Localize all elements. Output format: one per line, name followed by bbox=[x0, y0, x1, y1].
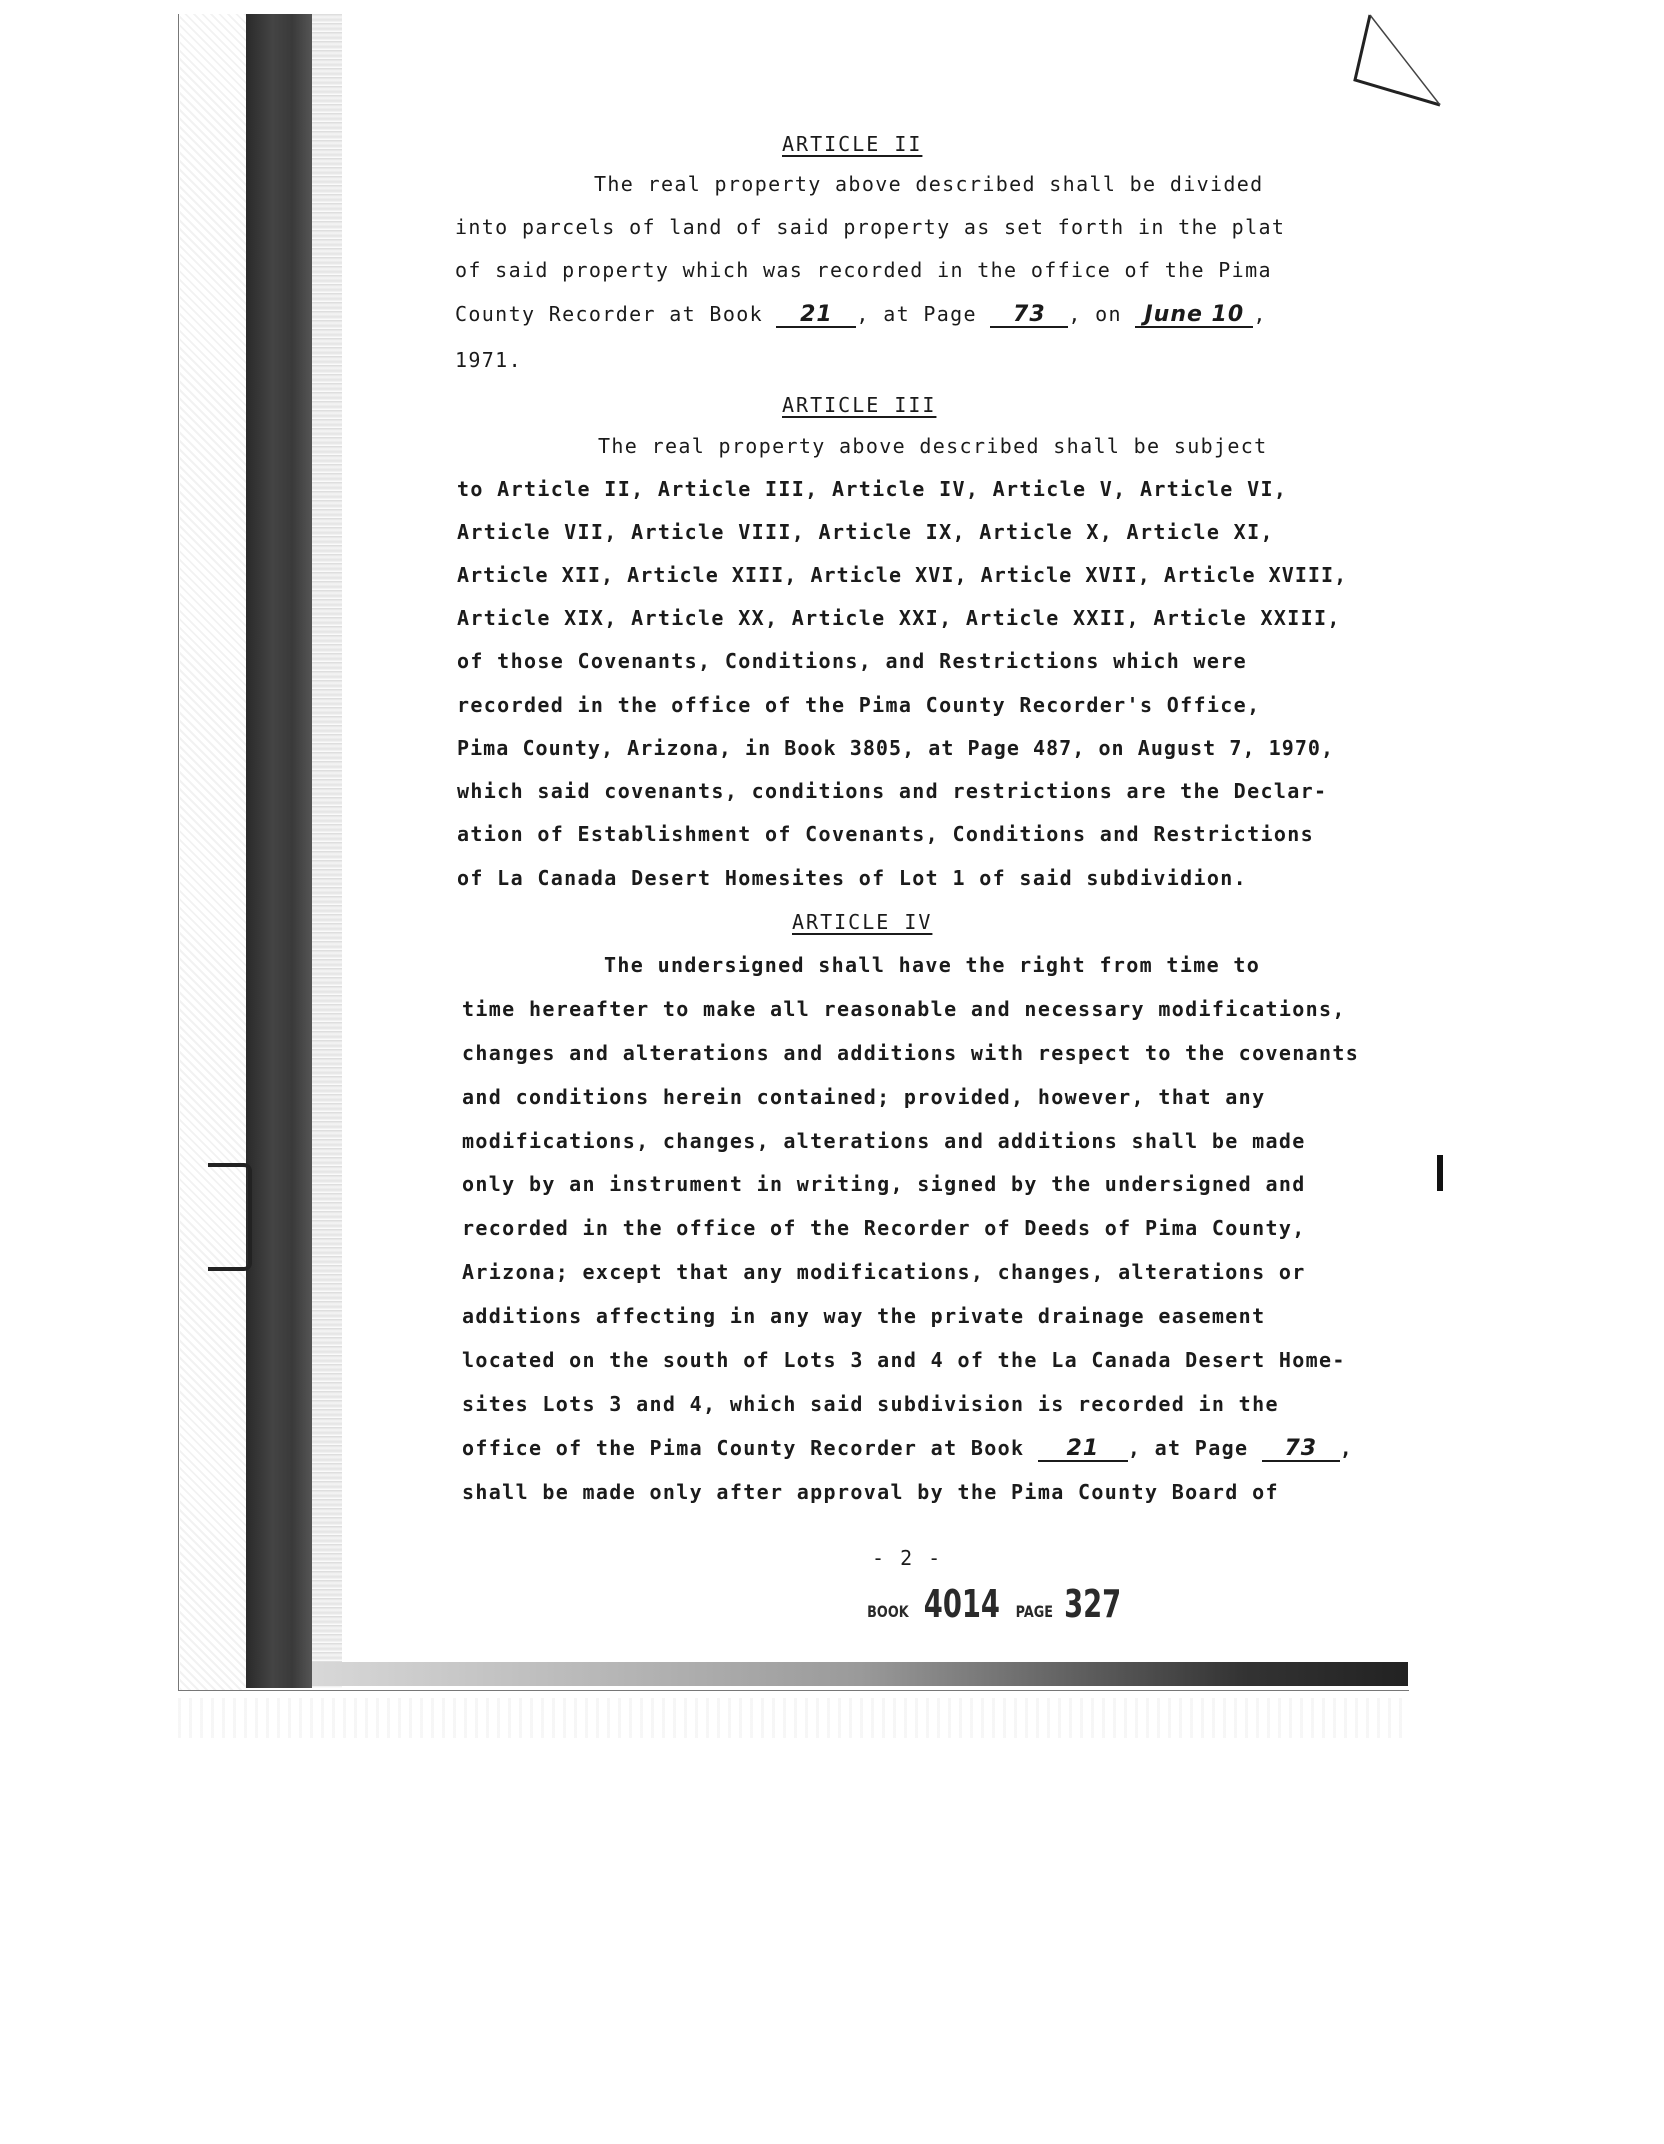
article-ii-line: of said property which was recorded in the office of the Pima bbox=[455, 258, 1272, 282]
article-iii-line: to Article II, Article III, Article IV, Article V, Article VI, bbox=[457, 477, 1288, 501]
handwritten-page-number: 73 bbox=[1262, 1438, 1340, 1462]
binding-shadow bbox=[246, 14, 312, 1688]
book-page-stamp bbox=[862, 1582, 1122, 1626]
article-iii-line: Article XII, Article XIII, Article XVI, Article XVII, Article XVIII, bbox=[457, 563, 1348, 587]
corner-fold-mark bbox=[1350, 10, 1445, 110]
article-ii-line: into parcels of land of said property as set forth in the plat bbox=[455, 215, 1286, 239]
binder-clip-mark bbox=[208, 1163, 252, 1271]
article-iii-heading: ARTICLE III bbox=[782, 393, 937, 417]
article-iii-line: recorded in the office of the Pima County Recorder's Office, bbox=[457, 693, 1261, 717]
page-number: - 2 - bbox=[872, 1546, 943, 1570]
text-segment: , bbox=[1253, 302, 1267, 326]
scan-noise-bottom bbox=[178, 1698, 1408, 1738]
article-ii-line: The real property above described shall be divided bbox=[594, 172, 1264, 196]
article-iv-line bbox=[462, 1436, 1353, 1462]
text-segment: , on bbox=[1068, 302, 1122, 326]
binding-edge bbox=[312, 14, 342, 1688]
article-iii-line: of those Covenants, Conditions, and Restrictions which were bbox=[457, 649, 1248, 673]
article-iv-line: located on the south of Lots 3 and 4 of the La Canada Desert Home- bbox=[462, 1348, 1346, 1372]
article-iii-line: The real property above described shall be subject bbox=[598, 434, 1268, 458]
article-iv-line: time hereafter to make all reasonable and necessary modifications, bbox=[462, 997, 1346, 1021]
page-value: 327 bbox=[1064, 1582, 1122, 1626]
text-segment: , at Page bbox=[856, 302, 977, 326]
scan-noise-left bbox=[180, 14, 246, 1690]
article-iv-line: sites Lots 3 and 4, which said subdivision is recorded in the bbox=[462, 1392, 1279, 1416]
book-number: 4014 bbox=[924, 1582, 1001, 1626]
article-iii-line: Article XIX, Article XX, Article XXI, Article XXII, Article XXIII, bbox=[457, 606, 1341, 630]
article-iii-line: Article VII, Article VIII, Article IX, Article X, Article XI, bbox=[457, 520, 1274, 544]
article-iv-line: recorded in the office of the Recorder of Deeds of Pima County, bbox=[462, 1216, 1306, 1240]
margin-mark bbox=[1437, 1155, 1443, 1191]
article-iv-line: additions affecting in any way the private drainage easement bbox=[462, 1304, 1266, 1328]
page-label: PAGE bbox=[1015, 1602, 1053, 1621]
text-segment: , at Page bbox=[1127, 1436, 1249, 1460]
article-iv-line: changes and alterations and additions with respect to the covenants bbox=[462, 1041, 1360, 1065]
article-ii-line bbox=[455, 302, 1267, 328]
handwritten-book-number: 21 bbox=[1038, 1438, 1128, 1462]
article-iii-line: Pima County, Arizona, in Book 3805, at Page 487, on August 7, 1970, bbox=[457, 736, 1335, 760]
article-iii-line: which said covenants, conditions and restrictions are the Declar- bbox=[457, 779, 1328, 803]
article-iv-line: only by an instrument in writing, signed by the undersigned and bbox=[462, 1172, 1306, 1196]
article-iv-line: and conditions herein contained; provided, however, that any bbox=[462, 1085, 1266, 1109]
article-iv-heading: ARTICLE IV bbox=[792, 910, 933, 934]
book-label: BOOK bbox=[867, 1602, 909, 1621]
text-segment: County Recorder at Book bbox=[455, 302, 763, 326]
article-ii-line: 1971. bbox=[455, 348, 522, 372]
article-iv-line: The undersigned shall have the right from time to bbox=[604, 953, 1261, 977]
handwritten-page-number: 73 bbox=[990, 304, 1068, 328]
article-ii-heading: ARTICLE II bbox=[782, 132, 923, 156]
text-segment: office of the Pima County Recorder at Book bbox=[462, 1436, 1025, 1460]
handwritten-date: June 10 bbox=[1135, 304, 1253, 328]
article-iv-line: shall be made only after approval by the Pima County Board of bbox=[462, 1480, 1279, 1504]
article-iv-line: modifications, changes, alterations and additions shall be made bbox=[462, 1129, 1306, 1153]
handwritten-book-number: 21 bbox=[776, 304, 856, 328]
article-iii-line: ation of Establishment of Covenants, Conditions and Restrictions bbox=[457, 822, 1315, 846]
article-iv-line: Arizona; except that any modifications, changes, alterations or bbox=[462, 1260, 1306, 1284]
bottom-shadow bbox=[312, 1662, 1408, 1686]
text-segment: , bbox=[1339, 1436, 1354, 1460]
article-iii-line: of La Canada Desert Homesites of Lot 1 of said subdividion. bbox=[457, 866, 1248, 890]
